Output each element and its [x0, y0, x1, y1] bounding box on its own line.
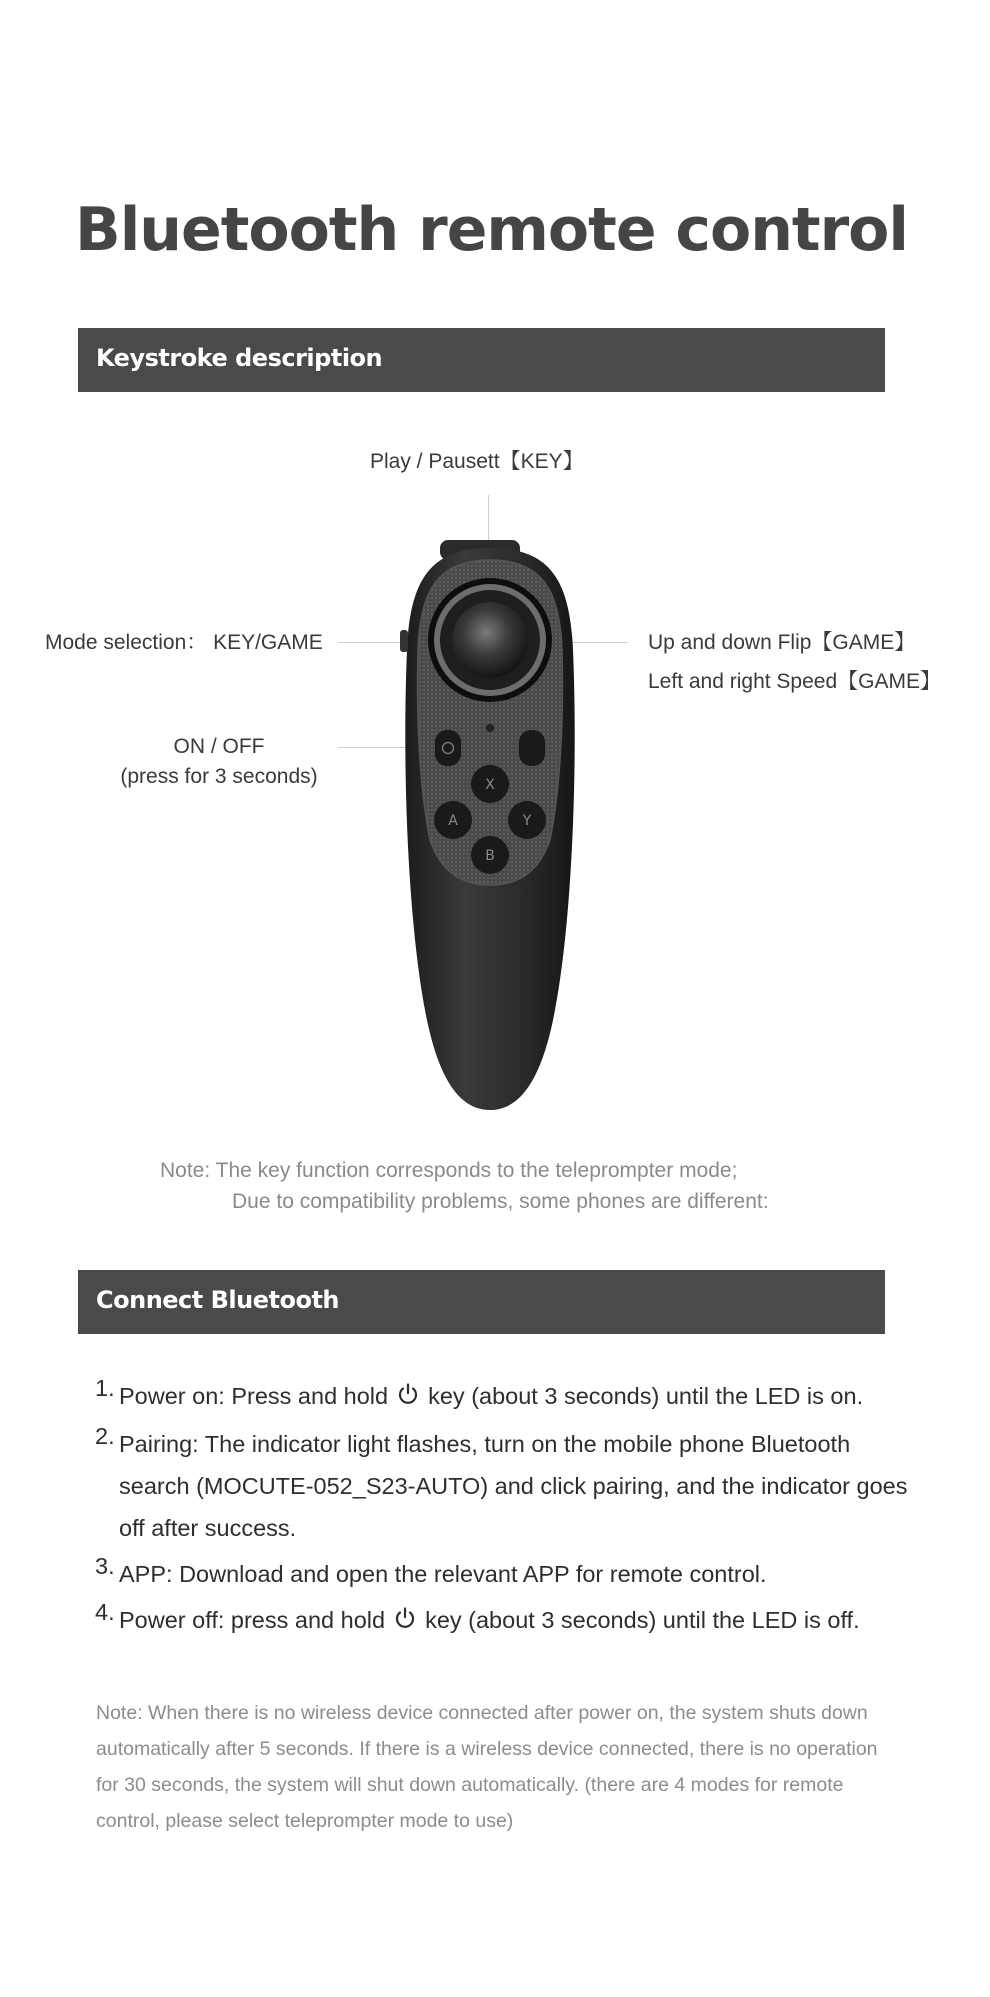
callout-on-off	[100, 732, 338, 792]
step-text: APP: Download and open the relevant APP for remote control.	[119, 1560, 767, 1587]
remote-button-y-label: Y	[522, 813, 532, 829]
led-indicator	[486, 724, 494, 732]
step-text: Power on: Press and hold	[119, 1383, 389, 1409]
callout-play-pause: Play / Pausett【KEY】	[370, 450, 584, 473]
step-number: 4.	[95, 1598, 115, 1625]
step-item	[95, 1599, 925, 1643]
section-header-label: Keystroke description	[96, 344, 383, 372]
step-number: 2.	[95, 1422, 115, 1449]
callout-mode-selection: Mode selection： KEY/GAME	[45, 631, 323, 654]
power-icon	[396, 1377, 420, 1419]
section-header-keystroke	[78, 328, 885, 392]
callout-speed: Left and right Speed【GAME】	[648, 670, 941, 693]
connection-steps	[95, 1375, 925, 1643]
menu-key	[519, 730, 545, 766]
remote-button-x-label: X	[485, 777, 495, 793]
power-icon	[393, 1601, 417, 1643]
step-item	[95, 1375, 925, 1419]
remote-button-b-label: B	[485, 848, 495, 864]
page-title: Bluetooth remote control	[75, 195, 908, 265]
power-off-note: Note: When there is no wireless device connected after power on, the system shuts down automatically after 5 seconds. If there is a wireless device connected, there is no operation for 30 seconds, the system will shut down automatically. (there are 4 modes for remote control, please select teleprompter mode to use)	[96, 1702, 878, 1832]
step-number: 3.	[95, 1552, 115, 1579]
step-text-after: key (about 3 seconds) until the LED is off.	[425, 1606, 860, 1633]
remote-control-image	[390, 540, 590, 1120]
step-item	[95, 1553, 925, 1595]
remote-button-a-label: A	[448, 813, 458, 829]
step-text: Pairing: The indicator light flashes, turn on the mobile phone Bluetooth search (MOCUTE-052_S23-AUTO) and click pairing, and the indicator goes off after success.	[119, 1430, 908, 1541]
callout-on-off-line2: (press for 3 seconds)	[120, 765, 318, 788]
compatibility-note-line1: Note: The key function corresponds to the teleprompter mode;	[160, 1159, 738, 1182]
callout-on-off-line1: ON / OFF	[173, 735, 265, 758]
step-number: 1.	[95, 1375, 115, 1401]
leader-line-play-pause	[488, 495, 489, 543]
section-header-connect	[78, 1270, 885, 1334]
joystick-icon	[452, 602, 528, 678]
compatibility-note	[160, 1155, 840, 1217]
section-header-label: Connect Bluetooth	[96, 1286, 339, 1314]
mode-switch	[400, 630, 408, 652]
callout-flip: Up and down Flip【GAME】	[648, 631, 916, 654]
step-text: Power off: press and hold	[119, 1606, 386, 1633]
step-item	[95, 1423, 925, 1549]
remote-control-graphic	[390, 540, 590, 1120]
compatibility-note-line2: Due to compatibility problems, some phones are different:	[232, 1190, 769, 1213]
power-key	[435, 730, 461, 766]
step-text-after: key (about 3 seconds) until the LED is on.	[428, 1383, 864, 1409]
